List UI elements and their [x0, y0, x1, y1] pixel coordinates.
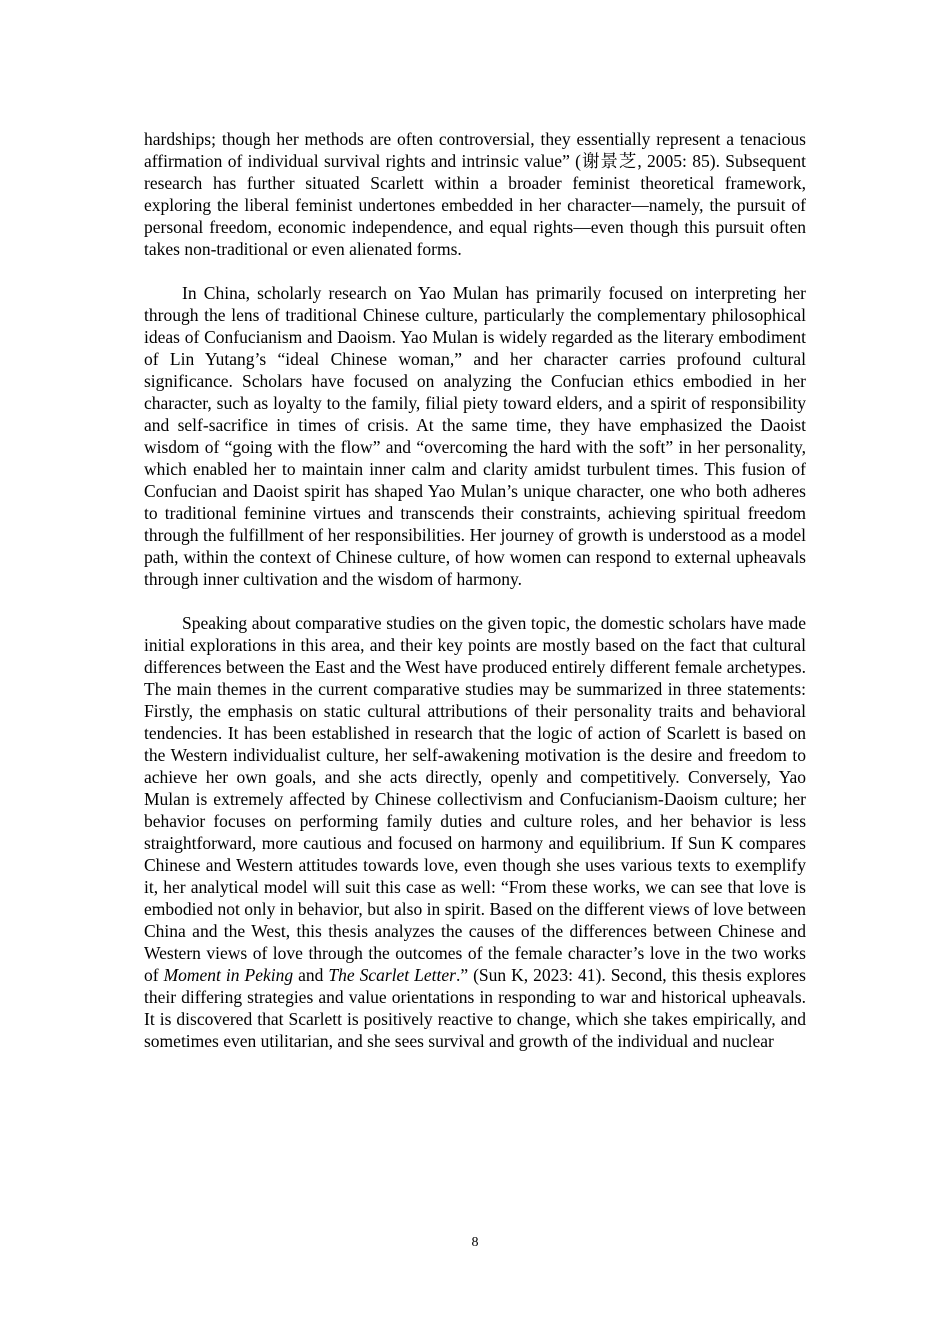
- paragraph-text: Speaking about comparative studies on the given topic, the domestic scholars have made initial explorations in this area, and their key points are mostly based on the fact that cultural differences between the East and the West have produced entirely different female archetypes. The main themes in the current comparative studies may be summarized in three statements: Firstly, the emphasis on static cultural attributions of their personality traits and behavioral tendencies. It has been established in research that the logic of action of Scarlett is based on the Western individualist culture, her self-awakening motivation is the desire and freedom to achieve her own goals, and she acts directly, openly and competitively. Conversely, Yao Mulan is extremely affected by Chinese collectivism and Confucianism-Daoism culture; her behavior focuses on performing family duties and culture roles, and her behavior is less straightforward, more cautious and focused on harmony and equilibrium. If Sun K compares Chinese and Western attitudes towards love, even though she uses various texts to exemplify it, her analytical model will suit this case as well: “From these works, we can see that love is embodied not only in behavior, but also in spirit. Based on the different views of love between China and the West, this thesis analyzes the causes of the differences between Chinese and Western views of love through the outcomes of the female character’s love in the two works of: [144, 613, 806, 985]
- paragraph-text: and: [293, 965, 329, 985]
- paragraph-comparative-studies: [144, 612, 806, 1052]
- book-title-scarlet-letter: The Scarlet Letter: [328, 965, 456, 985]
- paragraph-continued: hardships; though her methods are often controversial, they essentially represent a tenacious affirmation of individual survival rights and intrinsic value” (谢景芝, 2005: 85). Subsequent research has further situated Scarlett within a broader feminist theoretical framework, exploring the liberal feminist undertones embedded in her character—namely, the pursuit of personal freedom, economic independence, and equal rights—even though this pursuit often takes non-traditional or even alienated forms.: [144, 129, 806, 259]
- page-number: 8: [471, 1235, 479, 1250]
- book-title-moment-in-peking: Moment in Peking: [163, 965, 294, 985]
- paragraph-yao-mulan-research: In China, scholarly research on Yao Mulan has primarily focused on interpreting her through the lens of traditional Chinese culture, particularly the complementary philosophical ideas of Confucianism and Daoism. Yao Mulan is widely regarded as the literary embodiment of Lin Yutang’s “ideal Chinese woman,” and her character carries profound cultural significance. Scholars have focused on analyzing the Confucian ethics embodied in her character, such as loyalty to the family, filial piety toward elders, and a spirit of responsibility and self-sacrifice in times of crisis. At the same time, they have emphasized the Daoist wisdom of “going with the flow” and “overcoming the hard with the soft” in her personality, which enabled her to maintain inner calm and clarity amidst turbulent times. This fusion of Confucian and Daoist spirit has shaped Yao Mulan’s unique character, one who both adheres to traditional feminine virtues and transcends their constraints, achieving spiritual freedom through the fulfillment of her responsibilities. Her journey of growth is understood as a model path, within the context of Chinese culture, of how women can respond to external upheavals through inner cultivation and the wisdom of harmony.: [144, 283, 806, 589]
- body-text: [144, 128, 806, 1052]
- paragraph-text: .” (Sun K, 2023: 41). Second, this thesis explores their differing strategies and value orientations in responding to war and historical upheavals. It is discovered that Scarlett is positively reactive to change, which she takes empirically, and sometimes even utilitarian, and she sees survival and growth of the individual and nuclear: [144, 965, 806, 1051]
